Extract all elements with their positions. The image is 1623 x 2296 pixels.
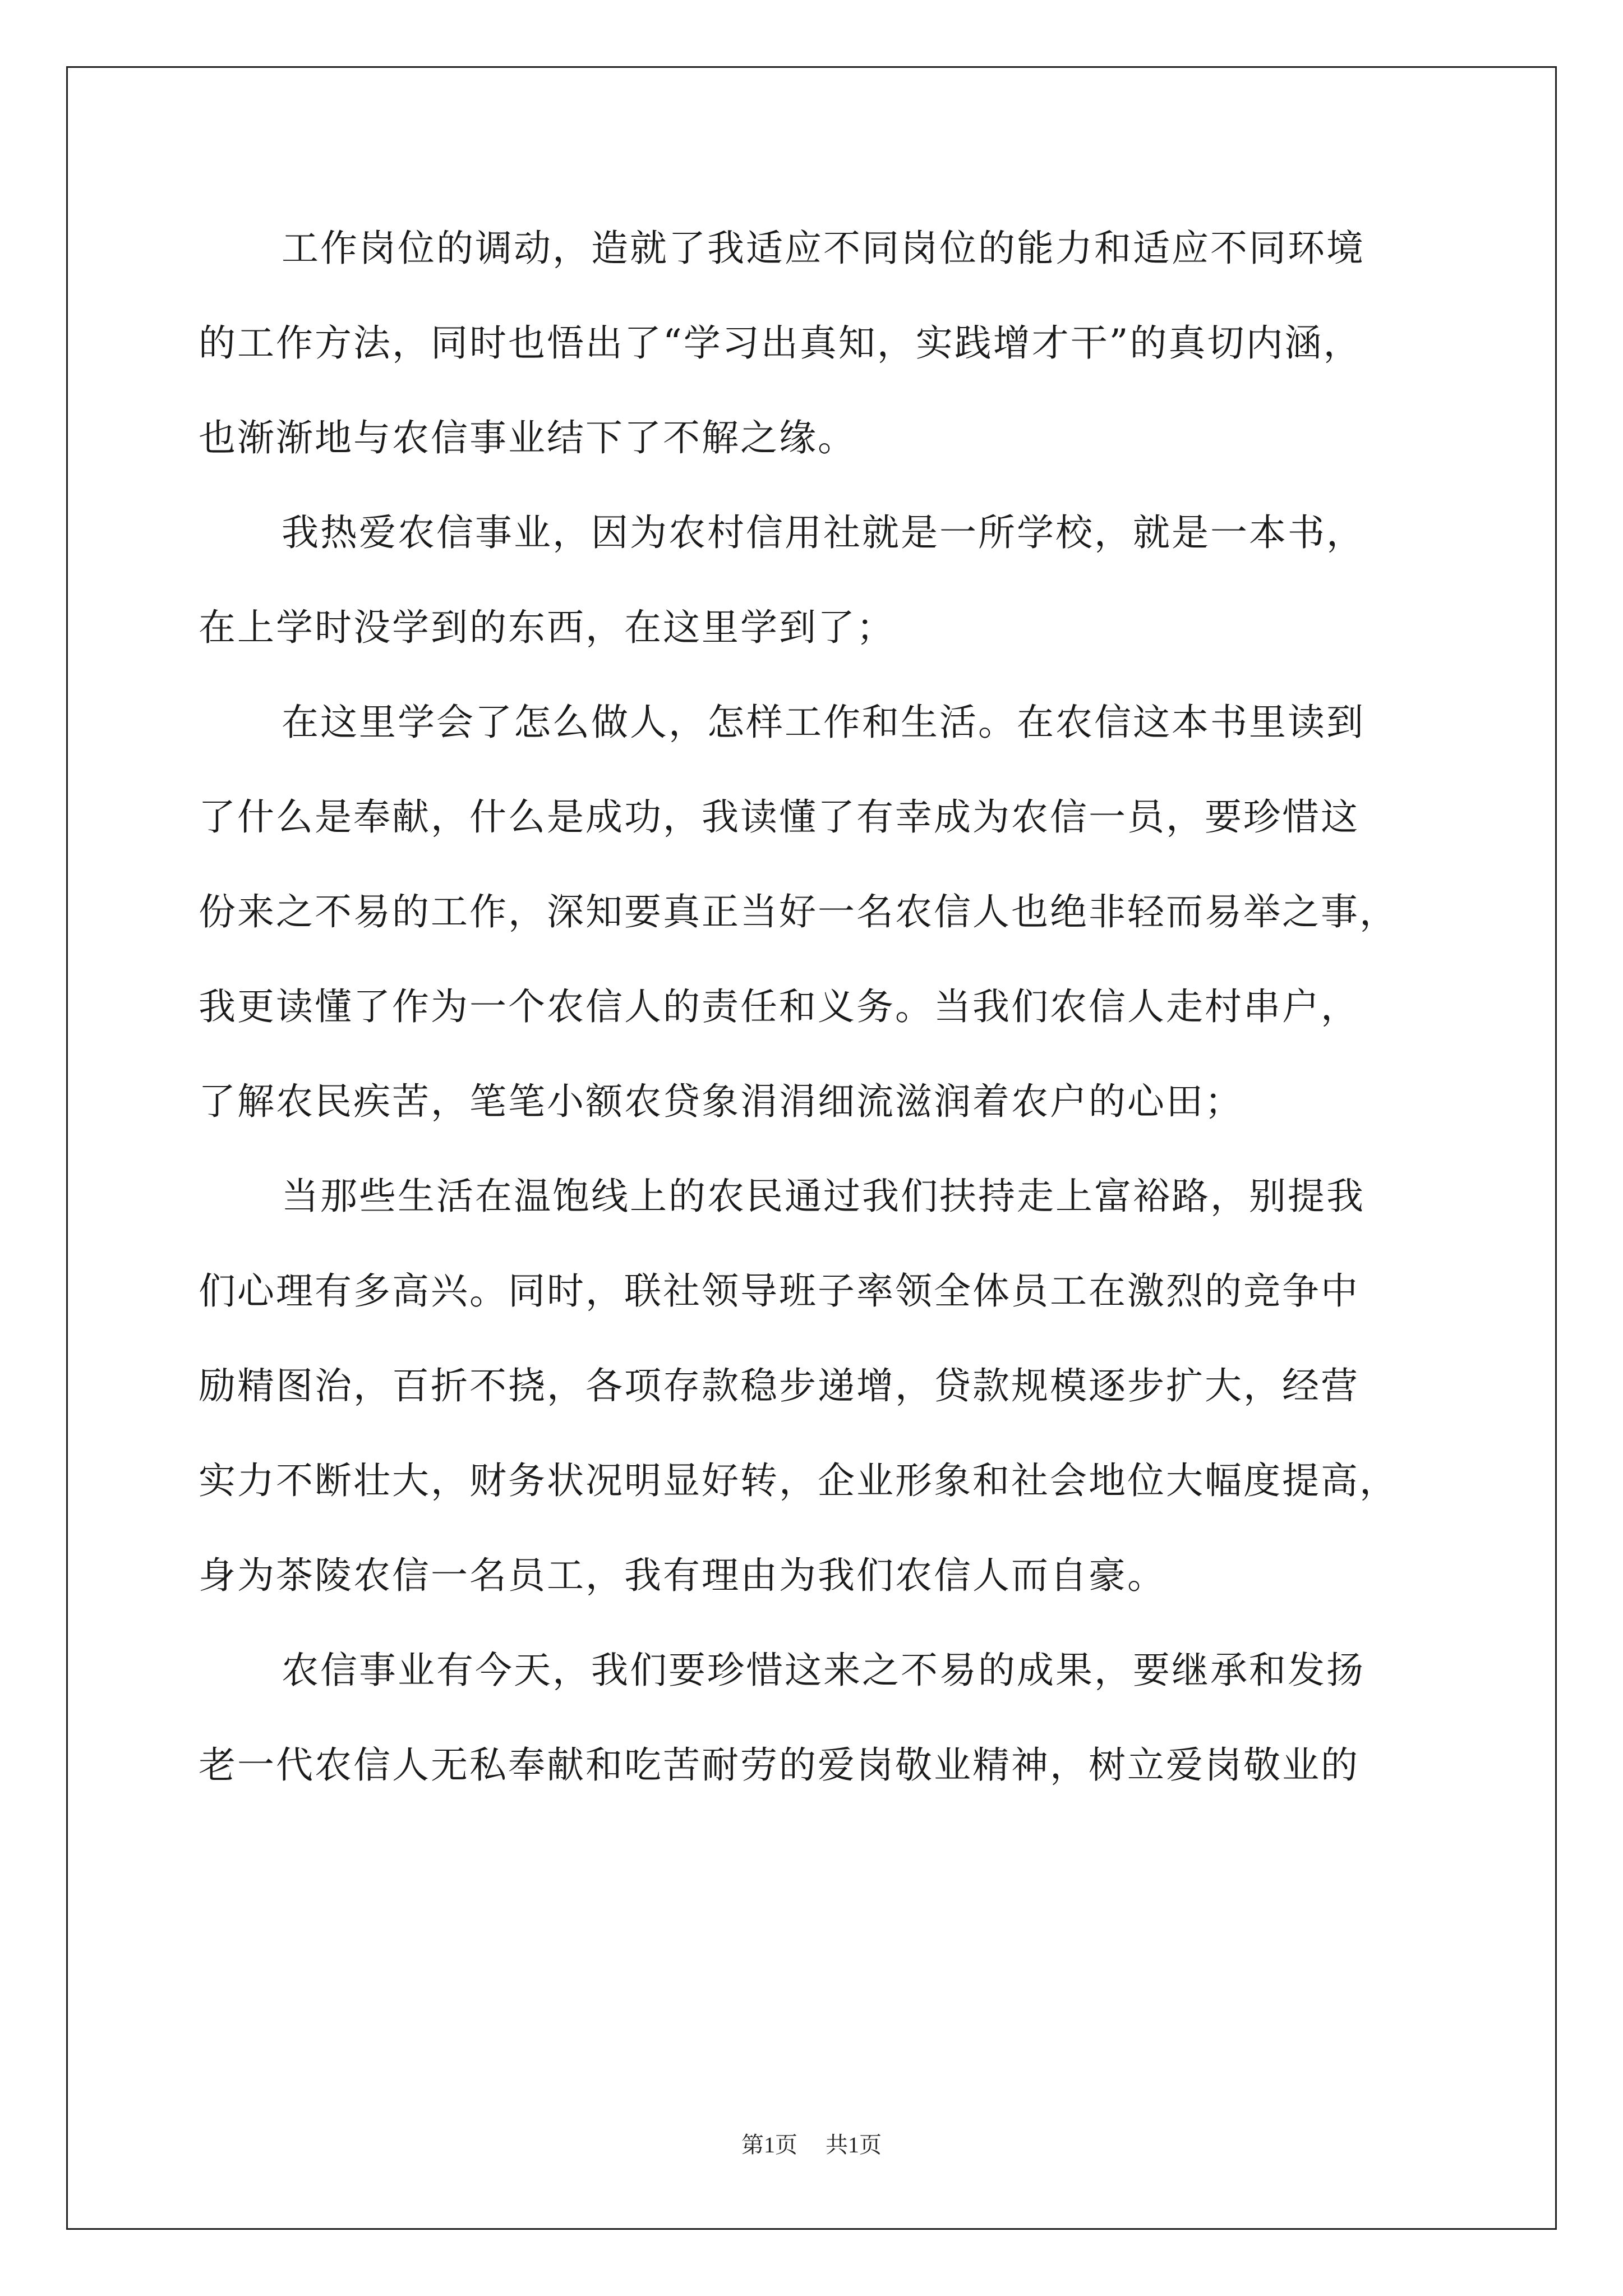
text-line: 身为茶陵农信一名员工，我有理由为我们农信人而自豪。: [199, 1554, 1166, 1597]
text-line: 的工作方法，同时也悟出了“学习出真知，实践增才干”的真切内涵，: [199, 321, 1362, 365]
paragraph: [199, 213, 1430, 498]
text-line: 我更读懂了作为一个农信人的责任和义务。当我们农信人走村串户，: [199, 985, 1359, 1028]
text-line: 在这里学会了怎么做人，怎样工作和生活。在农信这本书里读到: [282, 701, 1365, 744]
text-line: 在上学时没学到的东西，在这里学到了；: [199, 606, 895, 649]
page-footer: [0, 2128, 1623, 2162]
text-line: 我热爱农信事业，因为农村信用社就是一所学校，就是一本书，: [282, 511, 1365, 554]
page-number-total: 共1页: [826, 2132, 882, 2157]
paragraph: [199, 498, 1430, 687]
text-line: 工作岗位的调动，造就了我适应不同岗位的能力和适应不同环境: [282, 227, 1365, 270]
text-line: 当那些生活在温饱线上的农民通过我们扶持走上富裕路，别提我: [282, 1175, 1365, 1218]
page-number-current: 第1页: [741, 2132, 797, 2157]
document-body: [199, 213, 1430, 1825]
text-line: 老一代农信人无私奉献和吃苦耐劳的爱岗敬业精神，树立爱岗敬业的: [199, 1743, 1359, 1787]
text-line: 了什么是奉献，什么是成功，我读懂了有幸成为农信一员，要珍惜这: [199, 795, 1359, 839]
text-line: 也渐渐地与农信事业结下了不解之缘。: [199, 416, 856, 459]
paragraph: [199, 687, 1430, 1161]
text-line: 实力不断壮大，财务状况明显好转，企业形象和社会地位大幅度提高，: [199, 1459, 1398, 1502]
paragraph: [199, 1635, 1430, 1825]
text-line: 们心理有多高兴。同时，联社领导班子率领全体员工在激烈的竞争中: [199, 1269, 1359, 1313]
text-line: 励精图治，百折不挠，各项存款稳步递增，贷款规模逐步扩大，经营: [199, 1364, 1359, 1407]
text-line: 了解农民疾苦，笔笔小额农贷象涓涓细流滋润着农户的心田；: [199, 1080, 1243, 1123]
paragraph: [199, 1161, 1430, 1635]
text-line: 农信事业有今天，我们要珍惜这来之不易的成果，要继承和发扬: [282, 1649, 1365, 1692]
text-line: 份来之不易的工作，深知要真正当好一名农信人也绝非轻而易举之事，: [199, 890, 1398, 933]
